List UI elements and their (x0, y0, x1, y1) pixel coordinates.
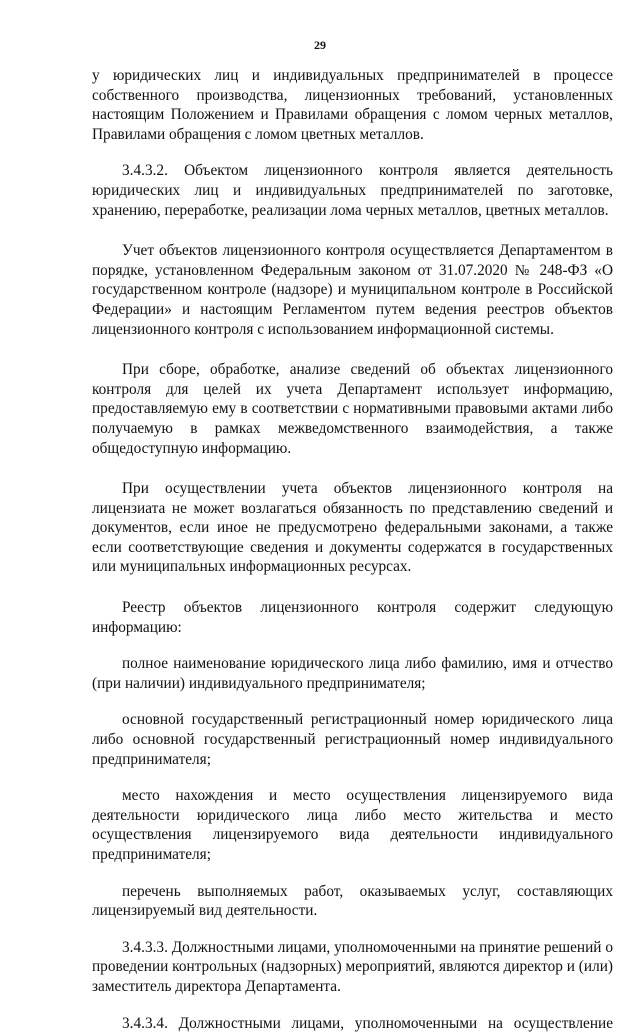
paragraph-accounting-of-objects: Учет объектов лицензионного контроля осуществляется Департаментом в порядке, установленном Федеральным законом от 31.07.2020 № 248-ФЗ «О государственном контроле (надзоре) и муниципальном контроле в Российской Федерации» и настоящим Регламентом путем ведения реестров объектов лицензионного контроля с использованием информационной системы. (92, 242, 613, 338)
paragraph-registry-intro: Реестр объектов лицензионного контроля содержит следующую информацию: (92, 599, 613, 636)
paragraph-licensee-obligations: При осуществлении учета объектов лицензионного контроля на лицензиата не может возлагаться обязанность по представлению сведений и документов, если иное не предусмотрено федеральными законами, а также если соответствующие сведения и документы содержатся в государственных или муниципальных информационных ресурсах. (92, 480, 613, 576)
registry-item-registration-number: основной государственный регистрационный номер юридического лица либо основной государственный регистрационный номер индивидуального предпринимателя; (92, 711, 613, 768)
paragraph-continuation: у юридических лиц и индивидуальных предпринимателей в процессе собственного производства, лицензионных требований, установленных настоящим Положением и Правилами обращения с ломом черных металлов, Правилами обращения с ломом цветных металлов. (92, 67, 613, 143)
page-number: 29 (314, 38, 326, 52)
registry-item-location: место нахождения и место осуществления лицензируемого вида деятельности юридического лица либо место жительства и место осуществления лицензируемого вида деятельности индивидуального предпринимателя; (92, 787, 613, 863)
paragraph-3-4-3-4: 3.4.3.4. Должностными лицами, уполномоченными на осуществление (122, 1014, 613, 1032)
paragraph-3-4-3-3: 3.4.3.3. Должностными лицами, уполномоченными на принятие решений о проведении контрольных (надзорных) мероприятий, являются директор и (или) заместитель директора Департамента. (92, 938, 613, 995)
document-body (92, 66, 613, 1033)
paragraph-information-collection: При сборе, обработке, анализе сведений об объектах лицензионного контроля для целей их учета Департамент использует информацию, предоставляемую ему в соответствии с нормативными правовыми актами либо получаемую в рамках межведомственного взаимодействия, а также общедоступную информацию. (92, 361, 613, 457)
registry-item-full-name: полное наименование юридического лица либо фамилию, имя и отчество (при наличии) индивидуального предпринимателя; (92, 655, 613, 692)
paragraph-3-4-3-2: 3.4.3.2. Объектом лицензионного контроля является деятельность юридических лиц и индивидуальных предпринимателей по заготовке, хранению, переработке, реализации лома черных металлов, цветных металлов. (92, 162, 613, 219)
registry-item-services-list: перечень выполняемых работ, оказываемых услуг, составляющих лицензируемый вид деятельности. (92, 882, 613, 920)
